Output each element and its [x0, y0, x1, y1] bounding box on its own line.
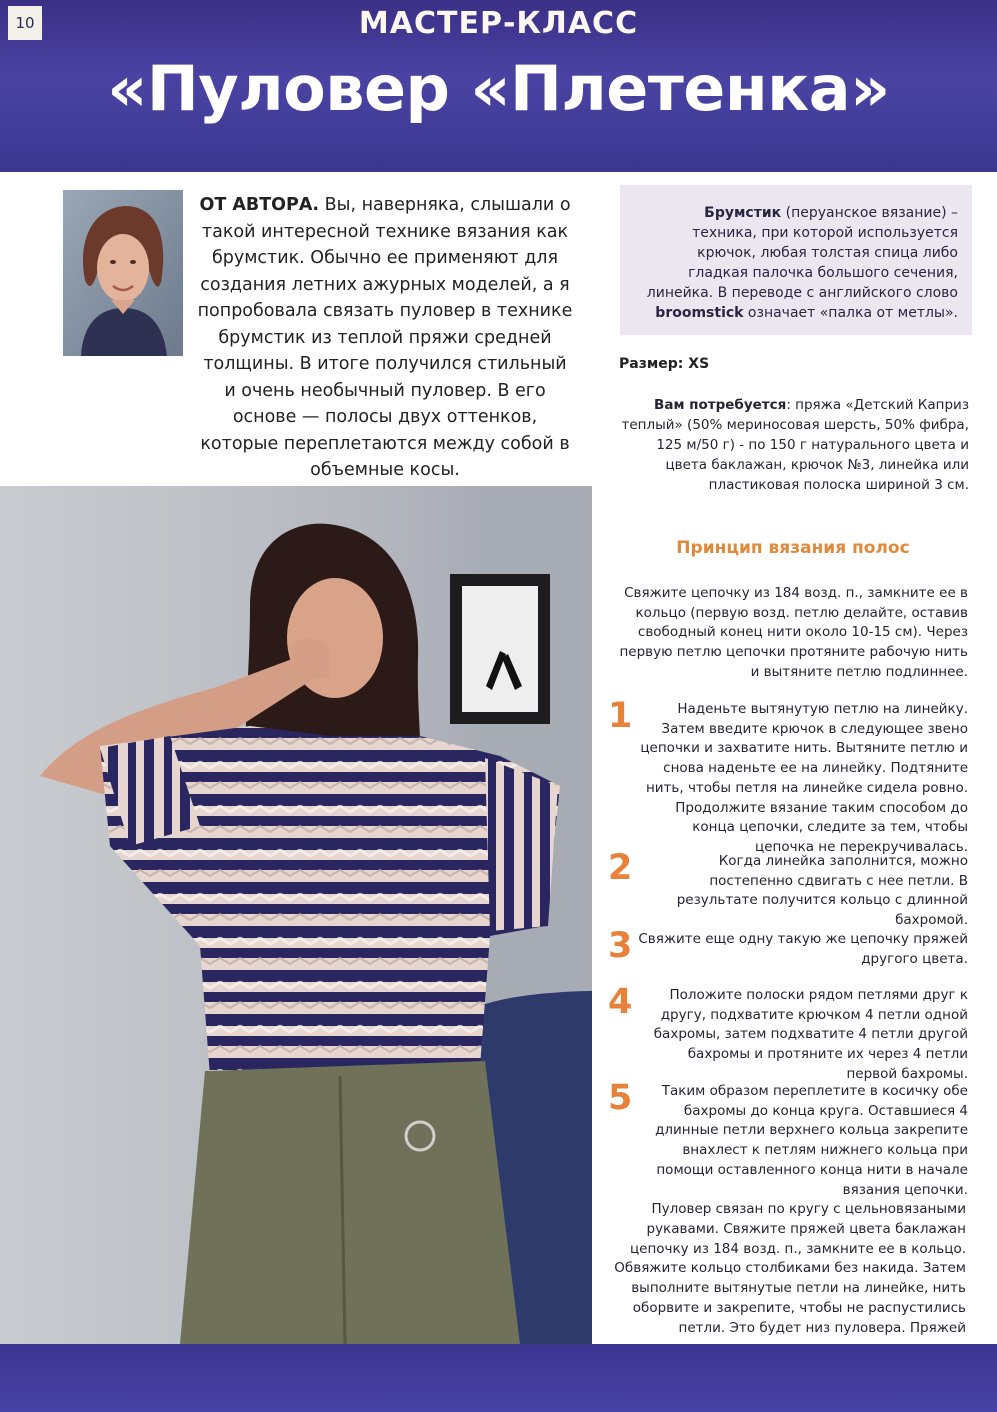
step-number: 4 — [608, 982, 633, 1022]
step-5 — [608, 1078, 968, 1200]
definition-part2: означает «палка от метлы». — [743, 305, 958, 321]
definition-part1: (перуанское вязание) – техника, при которой используется крючок, любая толстая спица либо гладкая палочка большого сечения, линейка. В переводе с английского слово — [646, 205, 958, 301]
section-title: Принцип вязания полос — [676, 538, 910, 558]
step-text: Когда линейка заполнится, можно постепенно сдвигать с нее петли. В результате получится кольцо с длинной бахромой. — [676, 853, 968, 929]
author-note — [196, 192, 574, 484]
intro-paragraph: Свяжите цепочку из 184 возд. п., замкните ее в кольцо (первую возд. петлю делайте, оставив свободный конец нити около 10-15 см). Через первую петлю цепочки протяните рабочую нить и вытяните петлю подлиннее. — [619, 585, 968, 680]
section-kicker: МАСТЕР-КЛАСС — [358, 6, 639, 41]
definition-word: broomstick — [655, 305, 744, 321]
materials-label: Вам потребуется — [654, 397, 787, 413]
author-body: Вы, наверняка, слышали о такой интересной технике вязания как брумстик. Обычно ее применяют для создания летних ажурных моделей, а я попробовала связать пуловер в технике брумстик из теплой пряжи средней толщины. В итоге получился стильный и очень необычный пуловер. В его основе — полосы двух оттенков, которые переплетаются между собой в объемные косы. — [197, 195, 573, 480]
step-4 — [608, 982, 968, 1085]
step-text: Свяжите еще одну такую же цепочку пряжей другого цвета. — [638, 931, 968, 967]
closing-paragraph: Пуловер связан по кругу с цельновязаными рукавами. Свяжите пряжей цвета баклажан цепочку из 184 возд. п., замкните ее в кольцо. Обвяжите кольцо столбиками без накида. Затем выполните вытянутые петли на линейке, нить оборвите и закрепите, чтобы не распустились петли. Это будет низ пуловера. Пряжей — [614, 1201, 966, 1336]
materials — [619, 395, 969, 495]
header-banner — [0, 0, 997, 172]
definition-box — [620, 185, 972, 335]
step-number: 5 — [608, 1078, 633, 1118]
step-number: 2 — [608, 848, 633, 888]
author-photo — [63, 190, 183, 356]
page-title: «Пуловер «Плетенка» — [107, 52, 890, 125]
step-1 — [608, 696, 968, 858]
materials-text: : пряжа «Детский Каприз теплый» (50% мериносовая шерсть, 50% фибра, 125 м/50 г) - по 150 г натурального цвета и цвета баклажан, крючок №3, линейка или пластиковая полоска шириной 3 см. — [621, 397, 969, 493]
model-photo — [0, 486, 592, 1344]
author-lead: ОТ АВТОРА. — [199, 195, 320, 215]
step-number: 3 — [608, 926, 633, 966]
footer-banner — [0, 1344, 997, 1412]
step-text: Положите полоски рядом петлями друг к другу, подхватите крючком 4 петли одной бахромы, затем подхватите 4 петли другой бахромы и протяните их через 4 петли первой бахромы. — [653, 987, 968, 1082]
definition-term: Брумстик — [704, 205, 782, 221]
step-text: Наденьте вытянутую петлю на линейку. Затем введите крючок в следующее звено цепочки и захватите нить. Вытяните петлю и снова наденьте ее на линейку. Подтяните нить, чтобы петля на линейке сидела ровно. Продолжите вязание таким способом до конца цепочки, следите за тем, чтобы цепочка не перекручивалась. — [640, 701, 968, 855]
step-3 — [608, 926, 968, 969]
step-text: Таким образом переплетите в косичку обе бахромы до конца круга. Оставшиеся 4 длинные петли верхнего кольца закрепите внахлест к петлям нижнего кольца при помощи оставленного конца нити в начале вязания цепочки. — [655, 1083, 968, 1198]
size-label: Размер: XS — [619, 356, 710, 372]
step-2 — [608, 848, 968, 931]
page-number: 10 — [8, 6, 42, 40]
step-number: 1 — [608, 696, 633, 736]
